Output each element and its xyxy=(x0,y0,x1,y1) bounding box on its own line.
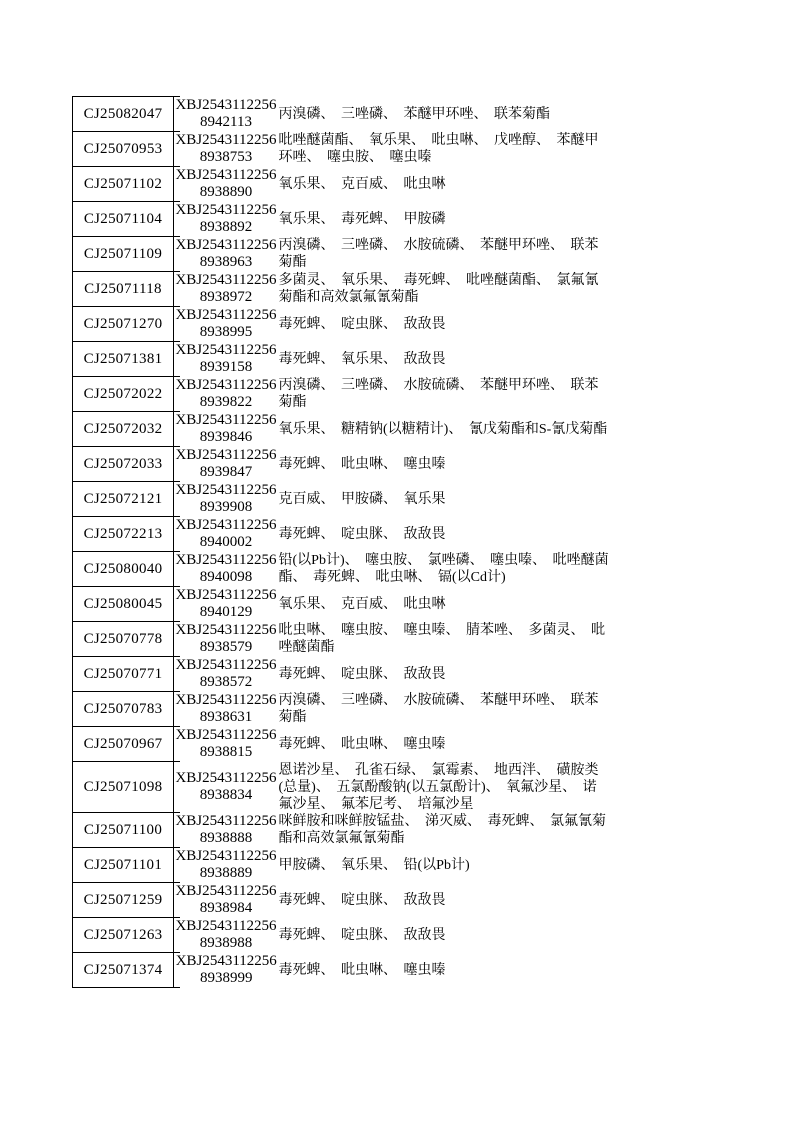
sample-id-cell: CJ25082047 xyxy=(73,97,174,132)
report-code-cell xyxy=(174,848,279,883)
report-code-cell xyxy=(174,622,279,657)
analytes-cell: 毒死蜱、 氧乐果、 敌敌畏 xyxy=(278,351,446,367)
report-code-prefix: XBJ2543112256 xyxy=(175,447,277,463)
report-code-cell xyxy=(174,447,279,482)
analytes-cell: 毒死蜱、 啶虫脒、 敌敌畏 xyxy=(278,927,446,943)
table-row xyxy=(73,342,611,377)
sample-id-cell: CJ25071104 xyxy=(73,202,174,237)
analytes-cell: 氧乐果、 克百威、 吡虫啉 xyxy=(278,596,446,612)
report-code-suffix: 8939822 xyxy=(199,394,253,410)
sample-id-cell: CJ25071263 xyxy=(73,918,174,953)
report-code-prefix: XBJ2543112256 xyxy=(175,482,277,498)
sample-id-cell: CJ25071118 xyxy=(73,272,174,307)
report-code-suffix: 8938892 xyxy=(199,219,253,235)
report-code-cell xyxy=(174,202,279,237)
sample-id-cell: CJ25072033 xyxy=(73,447,174,482)
table-row xyxy=(73,813,611,848)
table-row xyxy=(73,727,611,762)
report-code-prefix: XBJ2543112256 xyxy=(175,770,277,786)
report-code-suffix: 8938988 xyxy=(199,935,253,951)
report-code-prefix: XBJ2543112256 xyxy=(175,272,277,288)
analytes-cell: 恩诺沙星、 孔雀石绿、 氯霉素、 地西泮、 磺胺类(总量)、 五氯酚酸钠(以五氯酚计)、 氧氟沙星、 诺氟沙星、 氟苯尼考、 培氟沙星 xyxy=(278,762,599,812)
report-code-cell xyxy=(174,813,279,848)
sample-id-cell: CJ25071381 xyxy=(73,342,174,377)
table-row xyxy=(73,482,611,517)
table-row xyxy=(73,517,611,552)
report-code-cell xyxy=(174,237,279,272)
report-code-cell xyxy=(174,377,279,412)
report-code-cell xyxy=(174,657,279,692)
report-code-prefix: XBJ2543112256 xyxy=(175,132,277,148)
table-row xyxy=(73,237,611,272)
analytes-cell: 甲胺磷、 氧乐果、 铅(以Pb计) xyxy=(278,857,470,873)
table-row xyxy=(73,447,611,482)
report-code-cell xyxy=(174,167,279,202)
report-code-cell xyxy=(174,692,279,727)
analytes-cell: 吡虫啉、 噻虫胺、 噻虫嗪、 腈苯唑、 多菌灵、 吡唑醚菌酯 xyxy=(278,623,605,655)
sample-id-cell: CJ25070771 xyxy=(73,657,174,692)
report-code-cell xyxy=(174,132,279,167)
report-code-suffix: 8938984 xyxy=(199,900,253,916)
table-row xyxy=(73,97,611,132)
sample-id-cell: CJ25070778 xyxy=(73,622,174,657)
sample-id-cell: CJ25070967 xyxy=(73,727,174,762)
analytes-cell: 毒死蜱、 吡虫啉、 噻虫嗪 xyxy=(278,456,446,472)
report-code-prefix: XBJ2543112256 xyxy=(175,692,277,708)
report-code-cell xyxy=(174,412,279,447)
sample-results-table xyxy=(72,96,611,988)
table-row xyxy=(73,307,611,342)
analytes-cell: 克百威、 甲胺磷、 氧乐果 xyxy=(278,491,446,507)
sample-id-cell: CJ25071270 xyxy=(73,307,174,342)
report-code-suffix: 8938572 xyxy=(199,674,253,690)
report-code-prefix: XBJ2543112256 xyxy=(175,727,277,743)
report-code-prefix: XBJ2543112256 xyxy=(175,412,277,428)
report-code-cell xyxy=(174,272,279,307)
table-row xyxy=(73,657,611,692)
sample-id-cell: CJ25070953 xyxy=(73,132,174,167)
analytes-cell: 氧乐果、 毒死蜱、 甲胺磷 xyxy=(278,211,446,227)
report-code-suffix: 8938890 xyxy=(199,184,253,200)
report-code-prefix: XBJ2543112256 xyxy=(175,97,277,113)
table-row xyxy=(73,848,611,883)
sample-id-cell: CJ25072213 xyxy=(73,517,174,552)
table-row xyxy=(73,132,611,167)
report-code-suffix: 8938999 xyxy=(200,970,253,986)
report-code-suffix: 8938631 xyxy=(199,709,253,725)
report-code-prefix: XBJ2543112256 xyxy=(175,517,277,533)
report-code-suffix: 8940129 xyxy=(199,604,253,620)
table-row xyxy=(73,552,611,587)
analytes-cell: 氧乐果、 糖精钠(以糖精计)、 氰戊菊酯和S-氰戊菊酯 xyxy=(278,421,608,437)
sample-id-cell: CJ25071109 xyxy=(73,237,174,272)
analytes-cell: 多菌灵、 氧乐果、 毒死蜱、 吡唑醚菌酯、 氯氟氰菊酯和高效氯氟氰菊酯 xyxy=(278,273,599,305)
analytes-cell: 毒死蜱、 啶虫脒、 敌敌畏 xyxy=(278,892,446,908)
sample-id-cell: CJ25071100 xyxy=(73,813,174,848)
sample-id-cell: CJ25072121 xyxy=(73,482,174,517)
analytes-cell: 毒死蜱、 啶虫脒、 敌敌畏 xyxy=(278,316,446,332)
report-code-cell xyxy=(174,97,279,132)
report-code-suffix: 8938815 xyxy=(199,744,253,760)
analytes-cell: 丙溴磷、 三唑磷、 水胺硫磷、 苯醚甲环唑、 联苯菊酯 xyxy=(278,378,599,410)
report-code-prefix: XBJ2543112256 xyxy=(175,307,277,323)
table-row xyxy=(73,167,611,202)
report-code-prefix: XBJ2543112256 xyxy=(175,587,277,603)
table-row xyxy=(73,587,611,622)
report-code-suffix: 8939846 xyxy=(199,429,253,445)
sample-id-cell: CJ25071102 xyxy=(73,167,174,202)
report-code-prefix: XBJ2543112256 xyxy=(175,813,277,829)
analytes-cell: 丙溴磷、 三唑磷、 水胺硫磷、 苯醚甲环唑、 联苯菊酯 xyxy=(278,238,599,270)
report-code-cell xyxy=(174,517,279,552)
report-code-cell xyxy=(174,883,279,918)
report-code-prefix: XBJ2543112256 xyxy=(175,202,277,218)
analytes-cell: 丙溴磷、 三唑磷、 苯醚甲环唑、 联苯菊酯 xyxy=(278,106,550,122)
table-row xyxy=(73,412,611,447)
report-code-prefix: XBJ2543112256 xyxy=(175,237,277,253)
table-row xyxy=(73,762,611,813)
report-code-suffix: 8942113 xyxy=(200,114,252,130)
analytes-cell: 毒死蜱、 吡虫啉、 噻虫嗪 xyxy=(278,736,446,752)
report-code-suffix: 8938888 xyxy=(199,830,253,846)
report-code-cell xyxy=(174,307,279,342)
table-row xyxy=(73,918,611,953)
report-code-prefix: XBJ2543112256 xyxy=(175,167,277,183)
analytes-cell: 吡唑醚菌酯、 氧乐果、 吡虫啉、 戊唑醇、 苯醚甲环唑、 噻虫胺、 噻虫嗪 xyxy=(278,133,599,165)
report-code-suffix: 8938963 xyxy=(199,254,253,270)
report-code-prefix: XBJ2543112256 xyxy=(175,622,277,638)
report-code-prefix: XBJ2543112256 xyxy=(175,848,277,864)
report-code-cell xyxy=(174,552,279,587)
report-code-cell xyxy=(174,342,279,377)
analytes-cell: 咪鲜胺和咪鲜胺锰盐、 涕灭威、 毒死蜱、 氯氟氰菊酯和高效氯氟氰菊酯 xyxy=(278,814,606,846)
table-body xyxy=(73,97,611,988)
report-code-cell xyxy=(174,727,279,762)
report-code-suffix: 8938972 xyxy=(199,289,253,305)
report-code-prefix: XBJ2543112256 xyxy=(175,883,277,899)
report-code-suffix: 8938889 xyxy=(199,865,253,881)
report-code-prefix: XBJ2543112256 xyxy=(175,342,277,358)
analytes-cell: 毒死蜱、 啶虫脒、 敌敌畏 xyxy=(278,666,446,682)
report-code-prefix: XBJ2543112256 xyxy=(175,552,277,568)
analytes-cell: 氧乐果、 克百威、 吡虫啉 xyxy=(278,176,446,192)
analytes-cell: 毒死蜱、 啶虫脒、 敌敌畏 xyxy=(278,526,446,542)
report-code-suffix: 8938579 xyxy=(199,639,253,655)
report-code-suffix: 8938995 xyxy=(199,324,253,340)
analytes-cell: 丙溴磷、 三唑磷、 水胺硫磷、 苯醚甲环唑、 联苯菊酯 xyxy=(278,693,599,725)
sample-id-cell: CJ25072032 xyxy=(73,412,174,447)
sample-id-cell: CJ25070783 xyxy=(73,692,174,727)
table-row xyxy=(73,622,611,657)
table-row xyxy=(73,377,611,412)
analytes-cell: 毒死蜱、 吡虫啉、 噻虫嗪 xyxy=(278,962,446,978)
table-row xyxy=(73,953,611,988)
sample-id-cell: CJ25071098 xyxy=(73,762,174,813)
report-code-cell xyxy=(174,482,279,517)
sample-id-cell: CJ25080040 xyxy=(73,552,174,587)
table-row xyxy=(73,883,611,918)
report-code-prefix: XBJ2543112256 xyxy=(175,918,277,934)
report-code-suffix: 8938753 xyxy=(199,149,253,165)
sample-id-cell: CJ25072022 xyxy=(73,377,174,412)
table-row xyxy=(73,202,611,237)
report-code-cell xyxy=(174,953,279,988)
sample-id-cell: CJ25071259 xyxy=(73,883,174,918)
report-code-prefix: XBJ2543112256 xyxy=(175,953,277,969)
report-code-suffix: 8940002 xyxy=(199,534,253,550)
analytes-cell: 铅(以Pb计)、 噻虫胺、 氯唑磷、 噻虫嗪、 吡唑醚菌酯、 毒死蜱、 吡虫啉、 镉(以Cd计) xyxy=(278,553,609,585)
report-code-suffix: 8940098 xyxy=(199,569,253,585)
report-code-prefix: XBJ2543112256 xyxy=(175,377,277,393)
sample-id-cell: CJ25071101 xyxy=(73,848,174,883)
report-code-suffix: 8939158 xyxy=(199,359,253,375)
table-row xyxy=(73,692,611,727)
report-code-cell xyxy=(174,762,279,813)
report-code-suffix: 8939908 xyxy=(199,499,253,515)
sample-id-cell: CJ25080045 xyxy=(73,587,174,622)
report-code-cell xyxy=(174,587,279,622)
sample-id-cell: CJ25071374 xyxy=(73,953,174,988)
report-code-suffix: 8938834 xyxy=(199,787,253,803)
report-code-suffix: 8939847 xyxy=(199,464,253,480)
table-row xyxy=(73,272,611,307)
report-code-cell xyxy=(174,918,279,953)
report-code-prefix: XBJ2543112256 xyxy=(175,657,277,673)
